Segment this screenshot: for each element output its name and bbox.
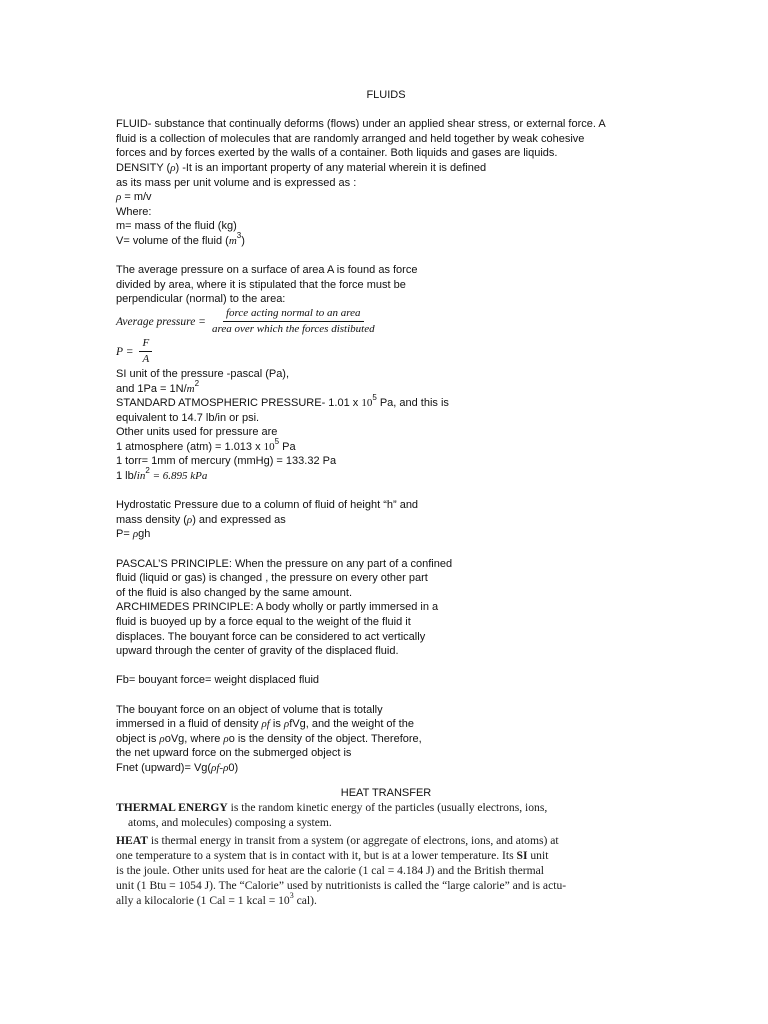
- fraction: $\frac{F}{A}$: [139, 337, 152, 366]
- hydrostatic-equation: P= ρgh: [116, 528, 151, 541]
- heat-transfer-heading: HEAT TRANSFER: [340, 786, 432, 799]
- volume-line: V= volume of the fluid $(m^3)$: [116, 231, 245, 247]
- text-line: divided by area, where it is stipulated that the force must be: [116, 278, 406, 291]
- text-line: upward through the center of gravity of the displaced fluid.: [116, 645, 399, 658]
- text-line: as its mass per unit volume and is expressed as :: [116, 176, 357, 189]
- text-line: Other units used for pressure are: [116, 426, 278, 439]
- text-line: The average pressure on a surface of area A is found as force: [116, 264, 418, 277]
- thermal-energy-paragraph: THERMAL ENERGY is the random kinetic energy of the particles (usually electrons, ions, atoms, and molecules) composing a system.: [116, 801, 548, 830]
- standard-atmospheric-pressure: STANDARD ATMOSPHERIC PRESSURE- 1.01 x $10^5$ Pa, and this is: [116, 393, 449, 410]
- heat-paragraph: HEAT is thermal energy in transit from a system (or aggregate of electrons, ions, and atoms) at one temperature to a system that is in contact with it, but is at a lower temperature. Its SI unit is the joule. Other units used for heat are the calorie (1 cal = 4.184 J) and the British thermal unit (1 Btu = 1054 J). The “Calorie” used by nutritionists is called the “large calorie” and is actu- ally a kilocalorie (1 Cal = 1 kcal = $10^3$ cal).: [116, 833, 567, 908]
- pressure-section: [116, 263, 656, 484]
- density-heading: DENSITY (ρ) -It is an important property of any material wherein it is defined: [116, 161, 487, 174]
- density-equation: ρ = m/v: [116, 191, 152, 204]
- text-line: PASCAL’S PRINCIPLE: When the pressure on any part of a confined: [116, 557, 453, 570]
- text-line: Hydrostatic Pressure due to a column of fluid of height “h” and: [116, 499, 419, 512]
- text-line: FLUID- substance that continually deforms (flows) under an applied shear stress, or external force. A: [116, 118, 606, 131]
- net-force-equation: Fnet (upward)= Vg(ρf-ρ0): [116, 761, 239, 774]
- pascal-principle: [116, 557, 656, 601]
- average-pressure-equation: Average pressure = $\frac{\text{force acting normal to an area}}{\text{area over which the forces distibuted}}$: [116, 307, 375, 336]
- fluid-definition: [116, 117, 656, 161]
- fraction: $\frac{\text{force acting normal to an area}}{\text{area over which the forces distibuted}}$: [211, 307, 375, 336]
- buoyant-force-definition: Fb= bouyant force= weight displaced fluid: [116, 674, 320, 687]
- text-line: perpendicular (normal) to the area:: [116, 293, 286, 306]
- text-line: fluid is buoyed up by a force equal to the weight of the fluid it: [116, 616, 411, 628]
- text-line: mass density (ρ) and expressed as: [116, 513, 286, 526]
- text-line: object is ρoVg, where ρo is the density of the object. Therefore,: [116, 732, 422, 745]
- document-content: [116, 88, 656, 911]
- text-line: 1 torr= 1mm of mercury (mmHg) = 133.32 Pa: [116, 455, 337, 468]
- text-line: SI unit of the pressure -pascal (Pa),: [116, 367, 290, 380]
- text-line: equivalent to 14.7 lb/in or psi.: [116, 411, 260, 424]
- text-line: the net upward force on the submerged object is: [116, 747, 352, 760]
- buoyant-force-section: [116, 703, 656, 776]
- p-equals-f-over-a: P = $\frac{F}{A}$: [116, 337, 656, 367]
- text-line: m= mass of the fluid (kg): [116, 220, 237, 233]
- hydrostatic-section: [116, 498, 656, 542]
- text-line: fluid (liquid or gas) is changed , the pressure on every other part: [116, 572, 428, 585]
- text-line: displaces. The bouyant force can be considered to act vertically: [116, 630, 426, 643]
- text-line: fluid is a collection of molecules that are randomly arranged and held together by weak cohesive: [116, 132, 585, 145]
- atmosphere-line: 1 atmosphere (atm) = 1.013 x $10^5$ Pa: [116, 437, 296, 453]
- text-line: The bouyant force on an object of volume that is totally: [116, 703, 383, 716]
- text-line: forces and by forces exerted by the walls of a container. Both liquids and gases are liquids.: [116, 147, 558, 160]
- density-section: [116, 161, 656, 249]
- text-line: immersed in a fluid of density ρf is ρfVg, and the weight of the: [116, 718, 414, 731]
- text-line: Where:: [116, 205, 152, 218]
- heat-transfer-excerpt: [116, 800, 636, 908]
- archimedes-principle: [116, 600, 656, 658]
- pascal-definition: and $1Pa = 1N/m^2$: [116, 378, 200, 395]
- text-line: of the fluid is also changed by the same amount.: [116, 586, 353, 599]
- page-title: FLUIDS: [366, 89, 406, 101]
- text-line: ARCHIMEDES PRINCIPLE: A body wholly or partly immersed in a: [116, 601, 439, 614]
- psi-line: 1 $lb/in^2 = 6.895$ kPa: [116, 466, 208, 483]
